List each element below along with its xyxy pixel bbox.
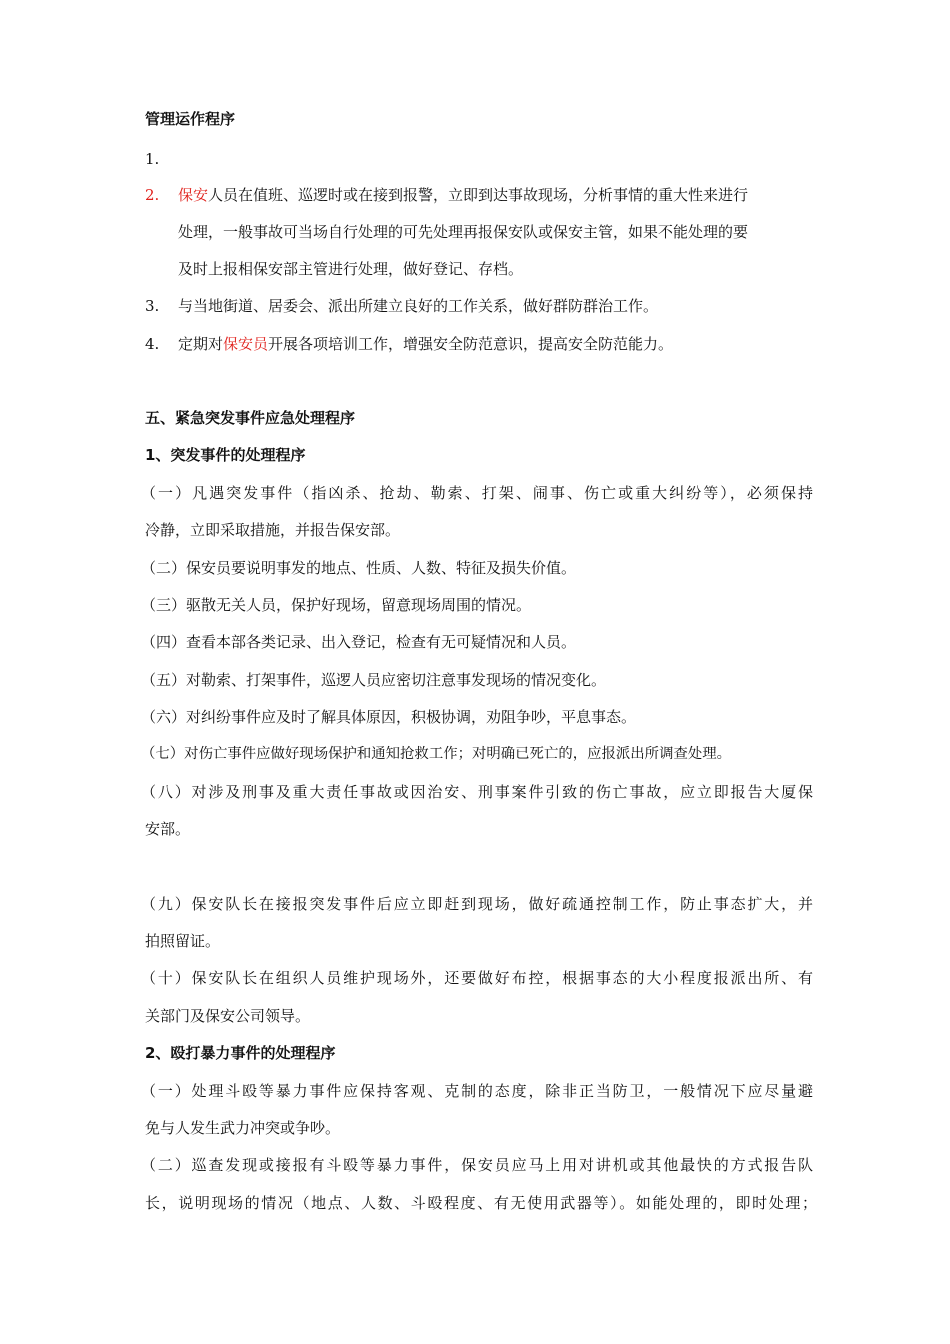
paragraph-8-line-1: （八）对涉及刑事及重大责任事故或因治安、刑事案件引致的伤亡事故，应立即报告大厦保 xyxy=(141,783,813,801)
paragraph-4: （四）查看本部各类记录、出入登记，检查有无可疑情况和人员。 xyxy=(141,633,577,651)
paragraph-6: （六）对纠纷事件应及时了解具体原因，积极协调，劝阻争吵，平息事态。 xyxy=(141,708,637,726)
list-number-1: 1. xyxy=(145,150,160,168)
paragraph-1-line-2: 冷静，立即采取措施，并报告保安部。 xyxy=(145,521,401,539)
paragraph-9-line-2: 拍照留证。 xyxy=(145,932,221,950)
paragraph-10-line-1: （十）保安队长在组织人员维护现场外，还要做好布控，根据事态的大小程度报派出所、有 xyxy=(141,969,813,987)
list-number-2: 2. xyxy=(145,186,160,204)
highlight-security: 保安 xyxy=(178,186,209,204)
list-item-2-text: 人员在值班、巡逻时或在接到报警，立即到达事故现场，分析事情的重大性来进行 xyxy=(208,186,749,204)
list-item-3: 与当地街道、居委会、派出所建立良好的工作关系，做好群防群治工作。 xyxy=(178,297,659,315)
list-number-4: 4. xyxy=(145,335,160,353)
violence-paragraph-2-line-1: （二）巡查发现或接报有斗殴等暴力事件，保安员应马上用对讲机或其他最快的方式报告队 xyxy=(141,1156,813,1174)
paragraph-5: （五）对勒索、打架事件，巡逻人员应密切注意事发现场的情况变化。 xyxy=(141,671,607,689)
paragraph-1-line-1: （一）凡遇突发事件（指凶杀、抢劫、勒索、打架、闹事、伤亡或重大纠纷等），必须保持 xyxy=(141,484,813,502)
list-item-4-post: 开展各项培训工作，增强安全防范意识，提高安全防范能力。 xyxy=(268,335,674,353)
paragraph-7: （七）对伤亡事件应做好现场保护和通知抢救工作；对明确已死亡的，应报派出所调查处理。 xyxy=(141,746,732,762)
paragraph-8-line-2: 安部。 xyxy=(145,820,191,838)
list-item-4-pre: 定期对 xyxy=(178,335,224,353)
violence-paragraph-2-line-2: 长，说明现场的情况（地点、人数、斗殴程度、有无使用武器等）。如能处理的，即时处理； xyxy=(145,1194,817,1212)
paragraph-10-line-2: 关部门及保安公司领导。 xyxy=(145,1007,311,1025)
subsection-1-title: 1、突发事件的处理程序 xyxy=(145,446,306,464)
list-item-2-line-3: 及时上报相保安部主管进行处理，做好登记、存档。 xyxy=(178,260,524,278)
list-item-4 xyxy=(178,333,673,355)
violence-paragraph-1-line-2: 免与人发生武力冲突或争吵。 xyxy=(145,1119,341,1137)
list-item-2-line-2: 处理，一般事故可当场自行处理的可先处理再报保安队或保安主管，如果不能处理的要 xyxy=(178,223,749,241)
paragraph-9-line-1: （九）保安队长在接报突发事件后应立即赶到现场，做好疏通控制工作，防止事态扩大，并 xyxy=(141,895,813,913)
heading-management-procedure: 管理运作程序 xyxy=(145,110,236,128)
list-item-2-line-1 xyxy=(178,184,748,206)
section-5-title: 五、紧急突发事件应急处理程序 xyxy=(145,409,356,427)
paragraph-2: （二）保安员要说明事发的地点、性质、人数、特征及损失价值。 xyxy=(141,559,577,577)
list-number-3: 3. xyxy=(145,297,160,315)
highlight-security-guard: 保安员 xyxy=(223,335,269,353)
subsection-2-title: 2、殴打暴力事件的处理程序 xyxy=(145,1044,336,1062)
paragraph-3: （三）驱散无关人员，保护好现场，留意现场周围的情况。 xyxy=(141,596,532,614)
violence-paragraph-1-line-1: （一）处理斗殴等暴力事件应保持客观、克制的态度，除非正当防卫，一般情况下应尽量避 xyxy=(141,1082,813,1100)
